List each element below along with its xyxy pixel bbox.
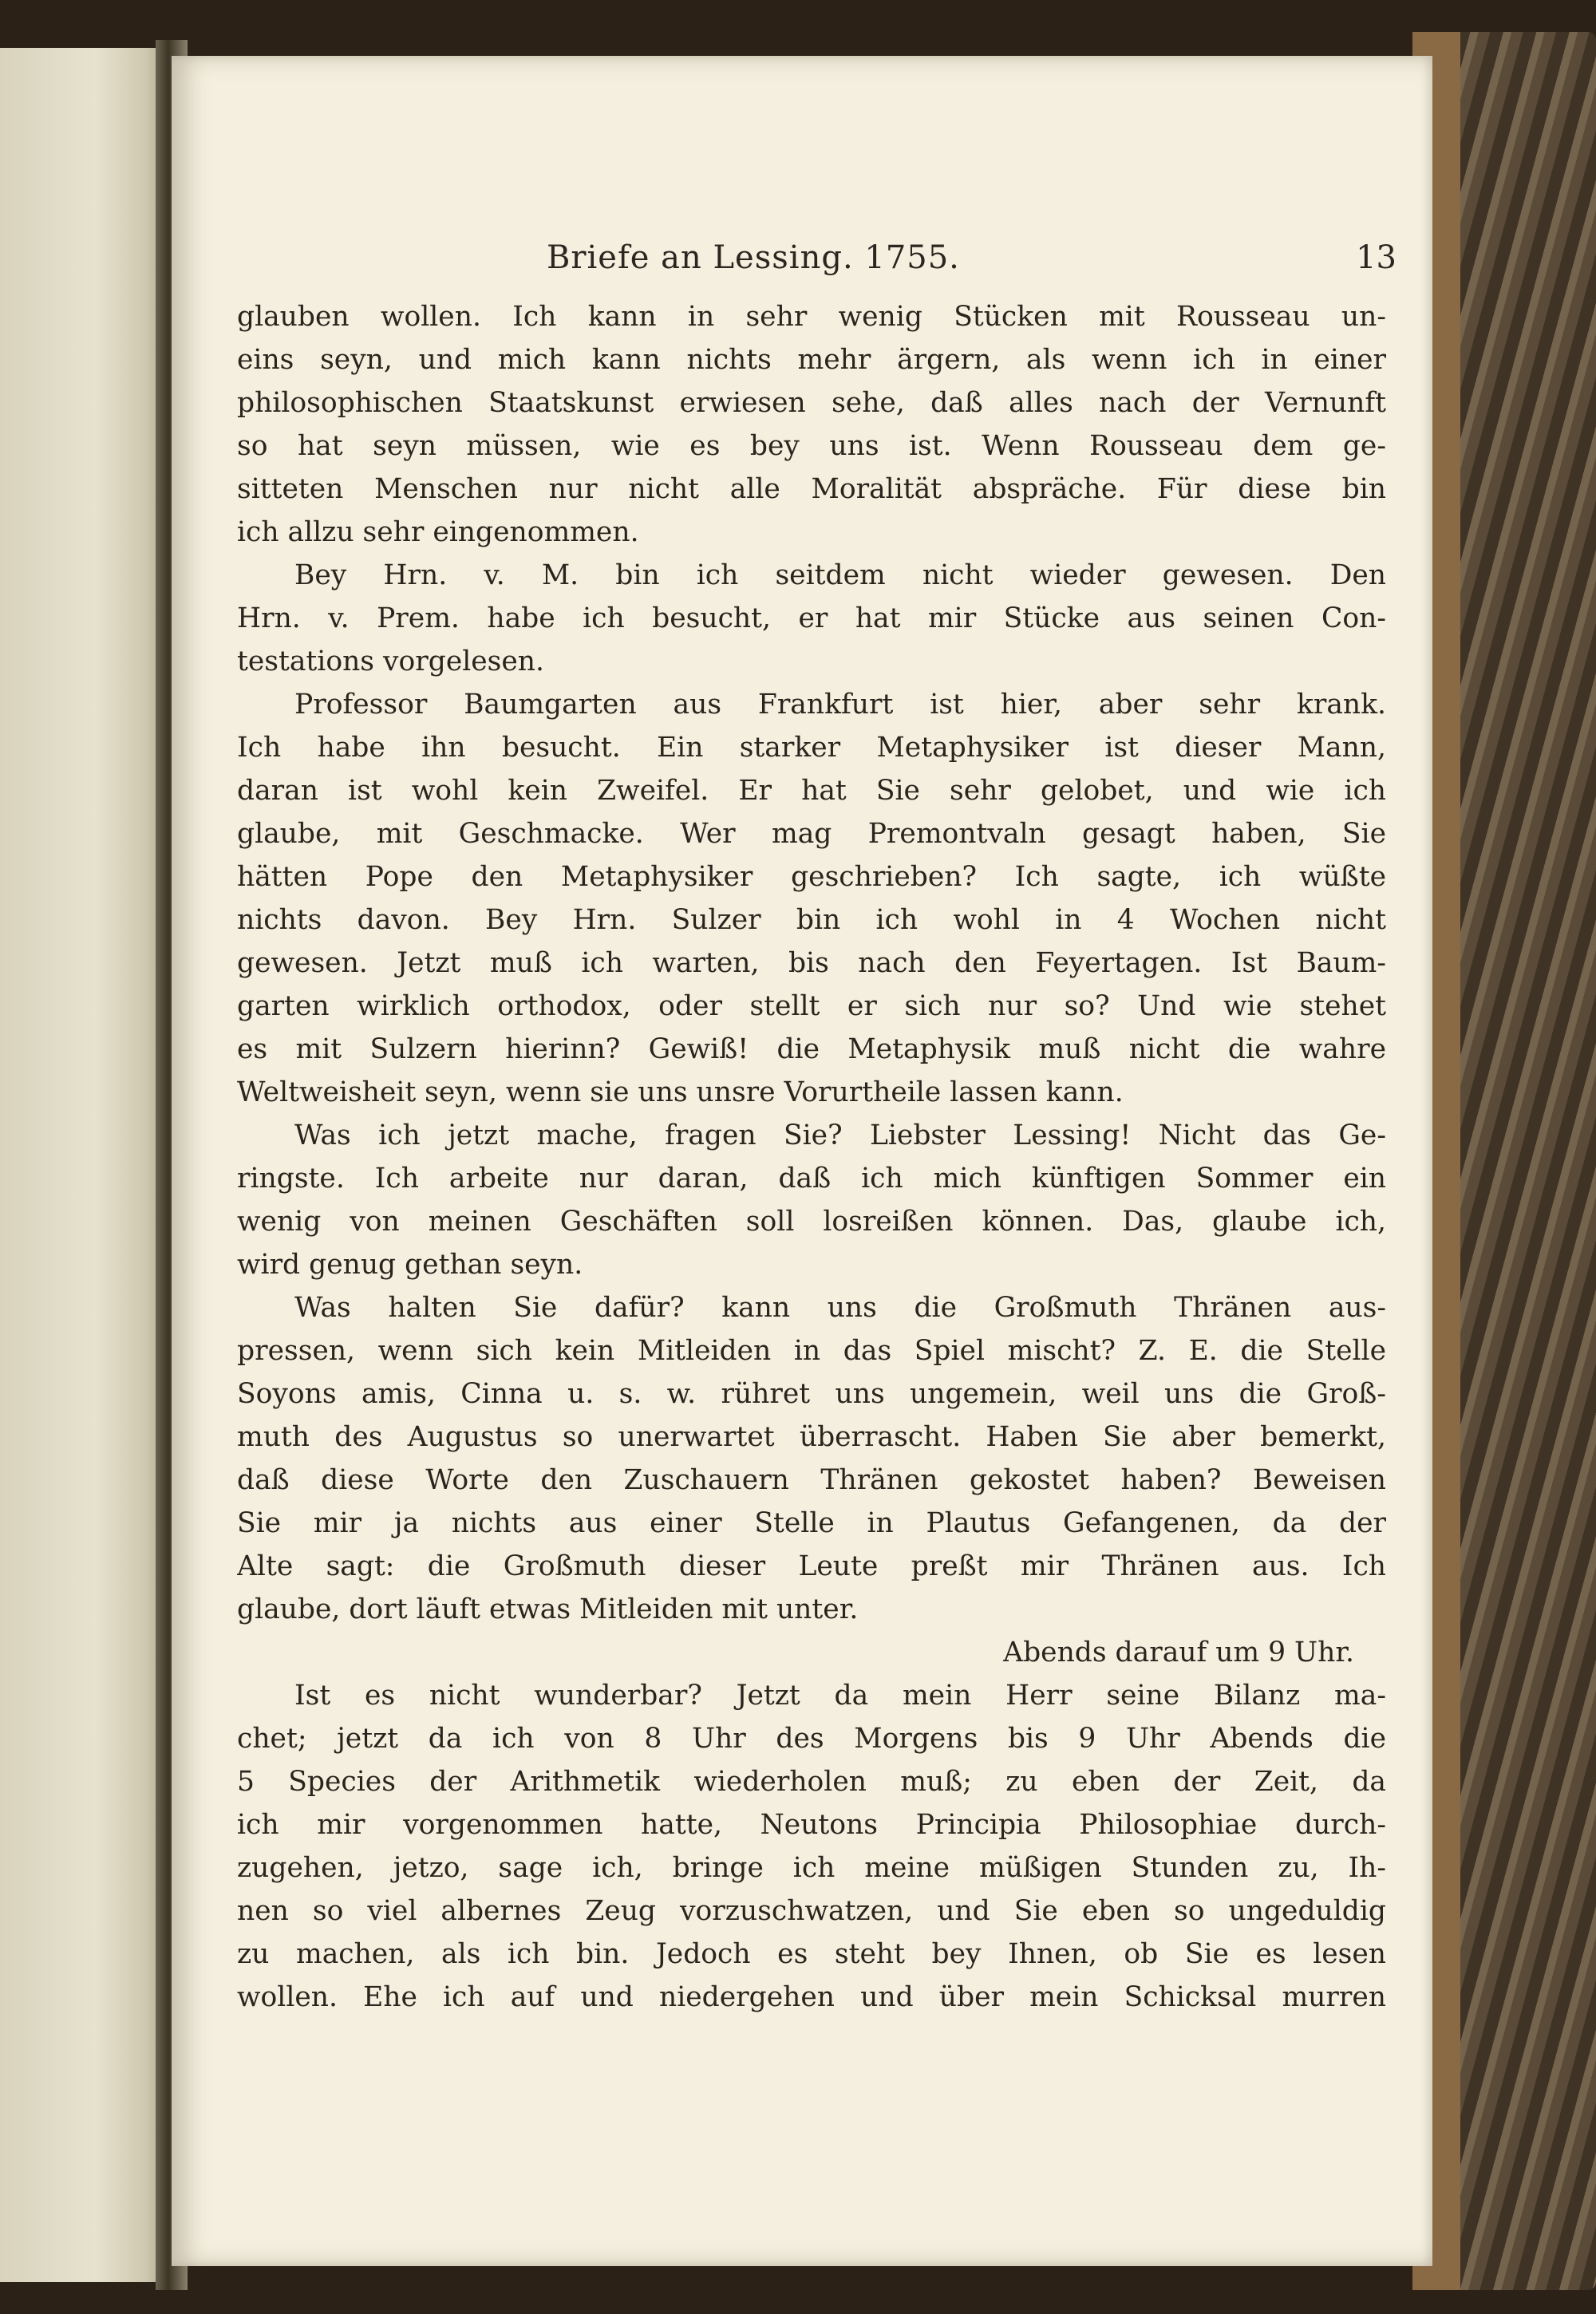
text-line: Alte sagt: die Großmuth dieser Leute preßt mir Thränen aus. Ich: [237, 1550, 1386, 1582]
text-line: wird genug gethan seyn.: [237, 1249, 583, 1281]
text-line: Sie mir ja nichts aus einer Stelle in Plautus Gefangenen, da der: [237, 1507, 1386, 1539]
text-line: Professor Baumgarten aus Frankfurt ist hier, aber sehr krank.: [294, 689, 1386, 721]
text-line: ich mir vorgenommen hatte, Neutons Principia Philosophiae durch-: [237, 1809, 1386, 1841]
text-line: nichts davon. Bey Hrn. Sulzer bin ich wohl in 4 Wochen nicht: [237, 904, 1386, 936]
text-line: hätten Pope den Metaphysiker geschrieben? Ich sagte, ich wüßte: [237, 861, 1386, 893]
text-line: philosophischen Staatskunst erwiesen sehe, daß alles nach der Vernunft: [237, 387, 1386, 419]
running-head: [172, 239, 1432, 287]
text-line: zu machen, als ich bin. Jedoch es steht bey Ihnen, ob Sie es lesen: [237, 1938, 1386, 1970]
left-page-edge: [0, 48, 172, 2282]
text-line: daran ist wohl kein Zweifel. Er hat Sie sehr gelobet, und wie ich: [237, 775, 1386, 807]
text-line: zugehen, jetzo, sage ich, bringe ich meine müßigen Stunden zu, Ih-: [237, 1852, 1386, 1884]
date-line: Abends darauf um 9 Uhr.: [1003, 1637, 1354, 1668]
text-line: sitteten Menschen nur nicht alle Moralität abspräche. Für diese bin: [237, 473, 1386, 505]
text-line: 5 Species der Arithmetik wiederholen muß; zu eben der Zeit, da: [237, 1766, 1386, 1798]
book-page: [172, 56, 1432, 2266]
page-number: 13: [1356, 239, 1396, 276]
text-line: daß diese Worte den Zuschauern Thränen gekostet haben? Beweisen: [237, 1464, 1386, 1496]
text-line: Was ich jetzt mache, fragen Sie? Liebster Lessing! Nicht das Ge-: [294, 1119, 1386, 1151]
text-line: wenig von meinen Geschäften soll losreißen können. Das, glaube ich,: [237, 1206, 1386, 1238]
text-line: testations vorgelesen.: [237, 646, 544, 677]
text-line: wollen. Ehe ich auf und niedergehen und über mein Schicksal murren: [237, 1981, 1386, 2013]
text-line: Bey Hrn. v. M. bin ich seitdem nicht wieder gewesen. Den: [294, 559, 1386, 591]
text-line: glaube, dort läuft etwas Mitleiden mit unter.: [237, 1593, 859, 1625]
text-line: Ich habe ihn besucht. Ein starker Metaphysiker ist dieser Mann,: [237, 732, 1386, 764]
text-line: es mit Sulzern hierinn? Gewiß! die Metaphysik muß nicht die wahre: [237, 1033, 1386, 1065]
text-line: pressen, wenn sich kein Mitleiden in das Spiel mischt? Z. E. die Stelle: [237, 1335, 1386, 1367]
text-line: chet; jetzt da ich von 8 Uhr des Morgens bis 9 Uhr Abends die: [237, 1723, 1386, 1755]
text-line: gewesen. Jetzt muß ich warten, bis nach den Feyertagen. Ist Baum-: [237, 947, 1386, 979]
text-line: Soyons amis, Cinna u. s. w. rühret uns ungemein, weil uns die Groß-: [237, 1378, 1386, 1410]
text-line: glaube, mit Geschmacke. Wer mag Premontvaln gesagt haben, Sie: [237, 818, 1386, 850]
text-line: garten wirklich orthodox, oder stellt er sich nur so? Und wie stehet: [237, 990, 1386, 1022]
running-head-title: Briefe an Lessing. 1755.: [547, 239, 960, 276]
letter-body: [237, 295, 1386, 2019]
text-line: nen so viel albernes Zeug vorzuschwatzen, und Sie eben so ungeduldig: [237, 1895, 1386, 1927]
text-line: muth des Augustus so unerwartet überrascht. Haben Sie aber bemerkt,: [237, 1421, 1386, 1453]
text-line: Hrn. v. Prem. habe ich besucht, er hat mir Stücke aus seinen Con-: [237, 602, 1386, 634]
text-line: ringste. Ich arbeite nur daran, daß ich mich künftigen Sommer ein: [237, 1163, 1386, 1195]
text-line: Weltweisheit seyn, wenn sie uns unsre Vorurtheile lassen kann.: [237, 1076, 1124, 1108]
text-line: ich allzu sehr eingenommen.: [237, 516, 639, 548]
text-line: glauben wollen. Ich kann in sehr wenig Stücken mit Rousseau un-: [237, 301, 1386, 333]
text-line: Was halten Sie dafür? kann uns die Großmuth Thränen aus-: [294, 1292, 1386, 1324]
text-line: Ist es nicht wunderbar? Jetzt da mein Herr seine Bilanz ma-: [294, 1680, 1386, 1712]
text-line: eins seyn, und mich kann nichts mehr ärgern, als wenn ich in einer: [237, 344, 1386, 376]
text-line: so hat seyn müssen, wie es bey uns ist. Wenn Rousseau dem ge-: [237, 430, 1386, 462]
